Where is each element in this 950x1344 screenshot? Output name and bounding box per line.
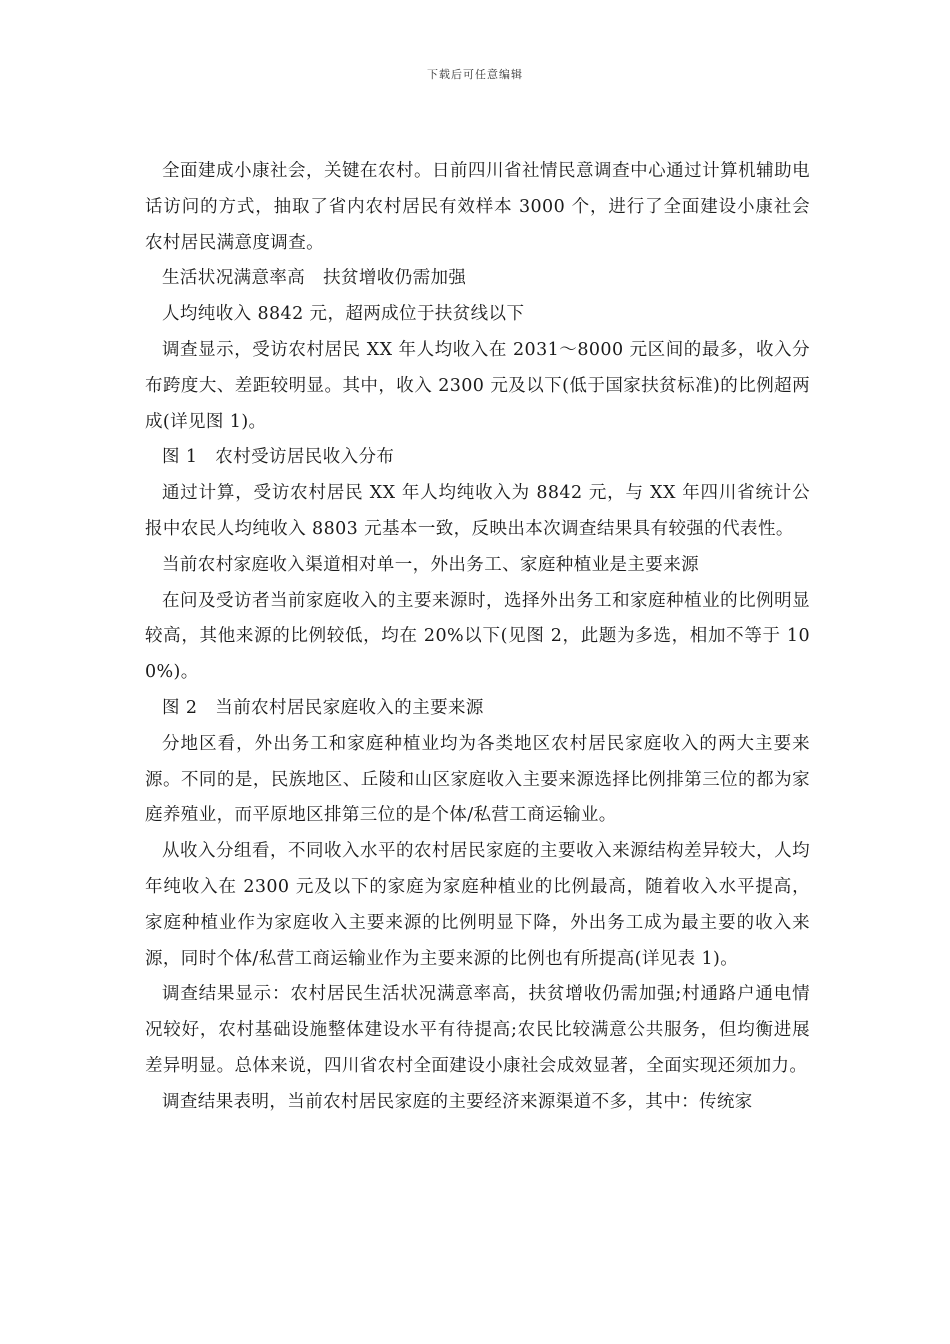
paragraph-income-calculation: 通过计算，受访农村居民 XX 年人均纯收入为 8842 元，与 XX 年四川省统计公报中农民人均纯收入 8803 元基本一致，反映出本次调查结果具有较强的代表性。 xyxy=(145,483,810,539)
paragraph-income-distribution: 调查显示，受访农村居民 XX 年人均收入在 2031～8000 元区间的最多，收入分布跨度大、差距较明显。其中，收入 2300 元及以下(低于国家扶贫标准)的比例超两成(详见图 1)。 xyxy=(145,339,810,432)
paragraph-survey-conclusion: 调查结果显示：农村居民生活状况满意率高，扶贫增收仍需加强;村通路户通电情况较好，农村基础设施整体建设水平有待提高;农民比较满意公共服务，但均衡进展差异明显。总体来说，四川省农村全面建设小康社会成效显著，全面实现还须加力。 xyxy=(145,984,810,1076)
section-heading-living-satisfaction: 生活状况满意率高 扶贫增收仍需加强 xyxy=(162,268,467,289)
subheading-income-channels: 当前农村家庭收入渠道相对单一，外出务工、家庭种植业是主要来源 xyxy=(162,554,699,575)
paragraph-regional-analysis: 分地区看，外出务工和家庭种植业均为各类地区农村居民家庭收入的两大主要来源。不同的是，民族地区、丘陵和山区家庭收入主要来源选择比例排第三位的都为家庭养殖业，而平原地区排第三位的是个体/私营工商运输业。 xyxy=(145,733,810,826)
paragraph-survey-findings: 调查结果表明，当前农村居民家庭的主要经济来源渠道不多，其中：传统家 xyxy=(162,1091,753,1112)
figure-1-caption: 图 1 农村受访居民收入分布 xyxy=(162,447,395,468)
subheading-income: 人均纯收入 8842 元，超两成位于扶贫线以下 xyxy=(162,304,525,325)
paragraph-income-group-analysis: 从收入分组看，不同收入水平的农村居民家庭的主要收入来源结构差异较大，人均年纯收入在 2300 元及以下的家庭为家庭种植业的比例最高，随着收入水平提高，家庭种植业作为家庭收入主要来源的比例明显下降，外出务工成为最主要的收入来源，同时个体/私营工商运输业作为主要来源的比例也有所提高(详见表 1)。 xyxy=(145,841,810,969)
page-header-note: 下载后可任意编辑 xyxy=(427,68,523,81)
figure-2-caption: 图 2 当前农村居民家庭收入的主要来源 xyxy=(162,697,484,718)
paragraph-income-sources: 在问及受访者当前家庭收入的主要来源时，选择外出务工和家庭种植业的比例明显较高，其他来源的比例较低，均在 20%以下(见图 2，此题为多选，相加不等于 100%)。 xyxy=(145,590,810,683)
paragraph-intro: 全面建成小康社会，关键在农村。日前四川省社情民意调查中心通过计算机辅助电话访问的方式，抽取了省内农村居民有效样本 3000 个，进行了全面建设小康社会农村居民满意度调查。 xyxy=(145,161,810,253)
document-body xyxy=(145,154,810,1121)
